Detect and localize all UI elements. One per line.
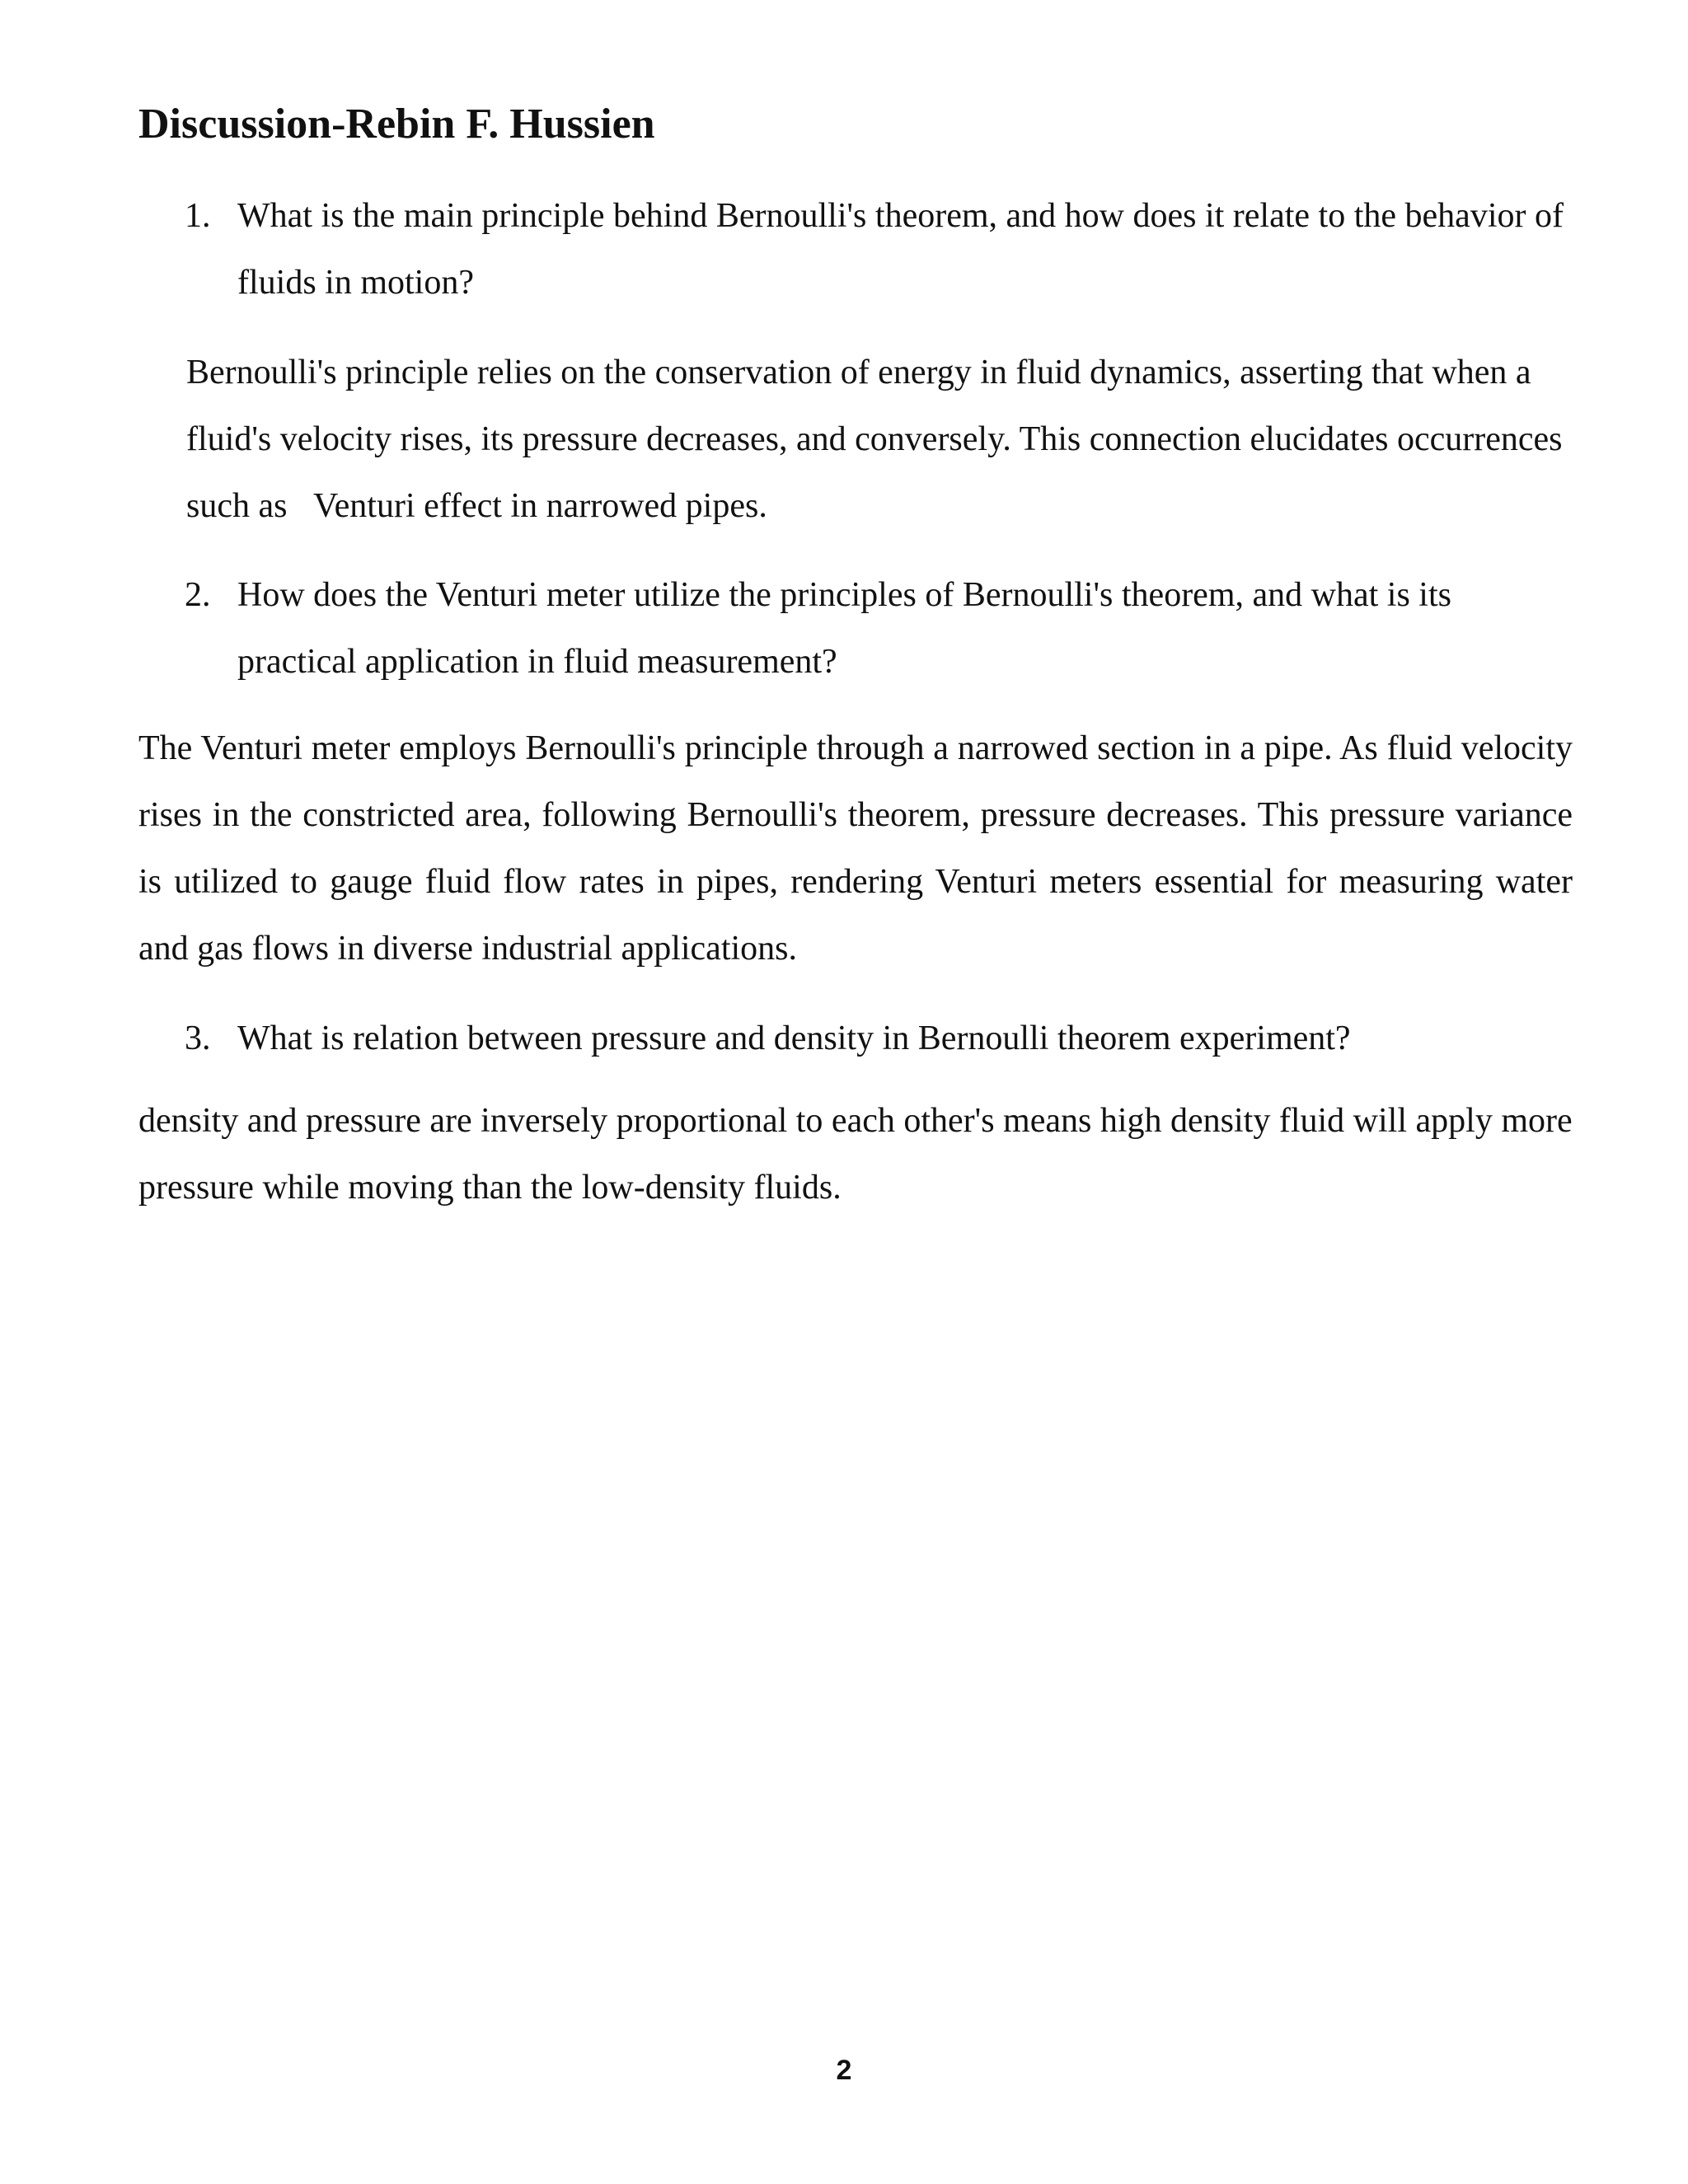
question-1 [185, 183, 1569, 316]
answer-1: Bernoulli's principle relies on the conservation of energy in fluid dynamics, asserting that when a fluid's velocity rises, its pressure decreases, and conversely. This connection elucidates occurrences such as Venturi effect in narrowed pipes. [186, 354, 1563, 525]
question-text: How does the Venturi meter utilize the principles of Bernoulli's theorem, and what is its practical application in fluid measurement? [237, 576, 1451, 681]
page-number: 2 [836, 2055, 852, 2086]
page-title: Discussion-Rebin F. Hussien [138, 101, 655, 148]
question-text: What is relation between pressure and density in Bernoulli theorem experiment? [237, 1019, 1351, 1057]
answer-3: density and pressure are inversely proportional to each other's means high density fluid will apply more pressure while moving than the low-density fluids. [138, 1102, 1573, 1207]
question-number: 3. [185, 1019, 211, 1057]
question-2 [185, 562, 1569, 696]
question-text: What is the main principle behind Bernoulli's theorem, and how does it relate to the behavior of fluids in motion? [237, 197, 1564, 302]
question-number: 1. [185, 197, 211, 235]
question-3 [185, 1005, 1569, 1072]
answer-2: The Venturi meter employs Bernoulli's principle through a narrowed section in a pipe. As fluid velocity rises in the constricted area, following Bernoulli's theorem, pressure decreases. This pressure variance is utilized to gauge fluid flow rates in pipes, rendering Venturi meters essential for measuring water and gas flows in diverse industrial applications. [138, 729, 1573, 968]
question-number: 2. [185, 576, 211, 614]
